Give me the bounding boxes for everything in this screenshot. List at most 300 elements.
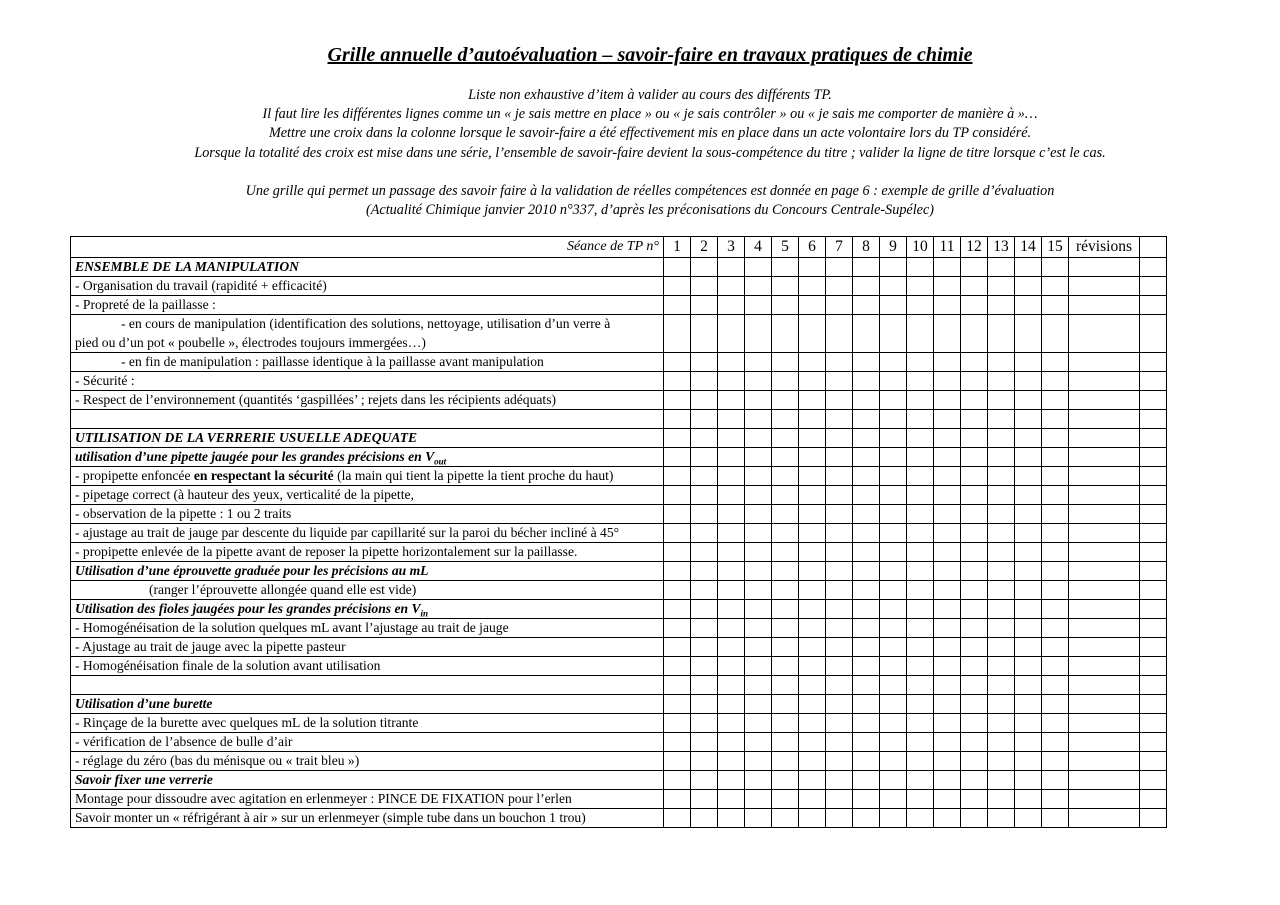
check-cell[interactable] — [826, 429, 853, 448]
check-cell[interactable] — [853, 600, 880, 619]
check-cell[interactable] — [1042, 448, 1069, 467]
check-cell[interactable] — [1069, 581, 1140, 600]
check-cell[interactable] — [826, 790, 853, 809]
check-cell[interactable] — [1015, 467, 1042, 486]
check-cell[interactable] — [853, 790, 880, 809]
check-cell[interactable] — [880, 353, 907, 372]
check-cell[interactable] — [826, 372, 853, 391]
check-cell[interactable] — [1140, 771, 1167, 790]
check-cell[interactable] — [853, 372, 880, 391]
check-cell[interactable] — [772, 733, 799, 752]
check-cell[interactable] — [1042, 657, 1069, 676]
check-cell[interactable] — [718, 524, 745, 543]
check-cell[interactable] — [934, 809, 961, 828]
check-cell[interactable] — [1015, 581, 1042, 600]
check-cell[interactable] — [1140, 353, 1167, 372]
check-cell[interactable] — [799, 657, 826, 676]
check-cell[interactable] — [826, 486, 853, 505]
check-cell[interactable] — [907, 429, 934, 448]
check-cell[interactable] — [934, 258, 961, 277]
check-cell[interactable] — [1140, 315, 1167, 353]
check-cell[interactable] — [718, 353, 745, 372]
check-cell[interactable] — [691, 486, 718, 505]
check-cell[interactable] — [934, 562, 961, 581]
check-cell[interactable] — [934, 733, 961, 752]
check-cell[interactable] — [1042, 562, 1069, 581]
check-cell[interactable] — [880, 258, 907, 277]
check-cell[interactable] — [745, 505, 772, 524]
check-cell[interactable] — [799, 429, 826, 448]
check-cell[interactable] — [961, 809, 988, 828]
check-cell[interactable] — [988, 619, 1015, 638]
check-cell[interactable] — [1042, 714, 1069, 733]
check-cell[interactable] — [691, 752, 718, 771]
check-cell[interactable] — [1015, 296, 1042, 315]
check-cell[interactable] — [826, 448, 853, 467]
check-cell[interactable] — [691, 638, 718, 657]
check-cell[interactable] — [853, 695, 880, 714]
check-cell[interactable] — [1015, 543, 1042, 562]
check-cell[interactable] — [772, 448, 799, 467]
check-cell[interactable] — [691, 315, 718, 353]
check-cell[interactable] — [1069, 296, 1140, 315]
check-cell[interactable] — [988, 600, 1015, 619]
check-cell[interactable] — [1069, 600, 1140, 619]
check-cell[interactable] — [907, 391, 934, 410]
check-cell[interactable] — [799, 752, 826, 771]
check-cell[interactable] — [907, 296, 934, 315]
check-cell[interactable] — [718, 733, 745, 752]
check-cell[interactable] — [772, 353, 799, 372]
check-cell[interactable] — [826, 638, 853, 657]
check-cell[interactable] — [826, 391, 853, 410]
check-cell[interactable] — [745, 391, 772, 410]
check-cell[interactable] — [853, 505, 880, 524]
check-cell[interactable] — [826, 600, 853, 619]
check-cell[interactable] — [799, 809, 826, 828]
check-cell[interactable] — [1140, 486, 1167, 505]
check-cell[interactable] — [1140, 524, 1167, 543]
check-cell[interactable] — [1042, 600, 1069, 619]
check-cell[interactable] — [880, 562, 907, 581]
check-cell[interactable] — [1069, 315, 1140, 353]
check-cell[interactable] — [988, 733, 1015, 752]
check-cell[interactable] — [1015, 771, 1042, 790]
check-cell[interactable] — [1042, 619, 1069, 638]
check-cell[interactable] — [1015, 695, 1042, 714]
check-cell[interactable] — [907, 486, 934, 505]
check-cell[interactable] — [691, 524, 718, 543]
check-cell[interactable] — [961, 562, 988, 581]
check-cell[interactable] — [691, 676, 718, 695]
check-cell[interactable] — [826, 562, 853, 581]
check-cell[interactable] — [664, 448, 691, 467]
check-cell[interactable] — [988, 391, 1015, 410]
check-cell[interactable] — [799, 524, 826, 543]
check-cell[interactable] — [1069, 467, 1140, 486]
check-cell[interactable] — [718, 372, 745, 391]
check-cell[interactable] — [799, 315, 826, 353]
check-cell[interactable] — [745, 733, 772, 752]
check-cell[interactable] — [1042, 543, 1069, 562]
check-cell[interactable] — [745, 600, 772, 619]
check-cell[interactable] — [664, 543, 691, 562]
check-cell[interactable] — [853, 657, 880, 676]
check-cell[interactable] — [1140, 543, 1167, 562]
check-cell[interactable] — [664, 562, 691, 581]
check-cell[interactable] — [1015, 353, 1042, 372]
check-cell[interactable] — [1015, 733, 1042, 752]
check-cell[interactable] — [718, 790, 745, 809]
check-cell[interactable] — [718, 676, 745, 695]
check-cell[interactable] — [1069, 410, 1140, 429]
check-cell[interactable] — [988, 790, 1015, 809]
check-cell[interactable] — [799, 562, 826, 581]
check-cell[interactable] — [1042, 486, 1069, 505]
check-cell[interactable] — [691, 391, 718, 410]
check-cell[interactable] — [799, 714, 826, 733]
check-cell[interactable] — [718, 581, 745, 600]
check-cell[interactable] — [718, 695, 745, 714]
check-cell[interactable] — [1140, 676, 1167, 695]
check-cell[interactable] — [691, 733, 718, 752]
check-cell[interactable] — [1140, 372, 1167, 391]
check-cell[interactable] — [1015, 657, 1042, 676]
check-cell[interactable] — [745, 448, 772, 467]
check-cell[interactable] — [988, 714, 1015, 733]
check-cell[interactable] — [745, 771, 772, 790]
check-cell[interactable] — [799, 258, 826, 277]
check-cell[interactable] — [988, 524, 1015, 543]
check-cell[interactable] — [853, 258, 880, 277]
check-cell[interactable] — [718, 543, 745, 562]
check-cell[interactable] — [1069, 790, 1140, 809]
check-cell[interactable] — [880, 638, 907, 657]
check-cell[interactable] — [745, 296, 772, 315]
check-cell[interactable] — [718, 752, 745, 771]
check-cell[interactable] — [691, 258, 718, 277]
check-cell[interactable] — [718, 486, 745, 505]
check-cell[interactable] — [988, 809, 1015, 828]
check-cell[interactable] — [826, 353, 853, 372]
check-cell[interactable] — [772, 790, 799, 809]
check-cell[interactable] — [1069, 258, 1140, 277]
check-cell[interactable] — [772, 315, 799, 353]
check-cell[interactable] — [1015, 809, 1042, 828]
check-cell[interactable] — [1069, 543, 1140, 562]
check-cell[interactable] — [1042, 771, 1069, 790]
check-cell[interactable] — [799, 581, 826, 600]
check-cell[interactable] — [1069, 714, 1140, 733]
check-cell[interactable] — [745, 277, 772, 296]
check-cell[interactable] — [1140, 296, 1167, 315]
check-cell[interactable] — [1015, 619, 1042, 638]
check-cell[interactable] — [961, 581, 988, 600]
check-cell[interactable] — [988, 258, 1015, 277]
check-cell[interactable] — [934, 600, 961, 619]
check-cell[interactable] — [880, 809, 907, 828]
check-cell[interactable] — [718, 657, 745, 676]
check-cell[interactable] — [1140, 277, 1167, 296]
check-cell[interactable] — [745, 714, 772, 733]
check-cell[interactable] — [745, 809, 772, 828]
check-cell[interactable] — [826, 657, 853, 676]
check-cell[interactable] — [799, 448, 826, 467]
check-cell[interactable] — [1015, 562, 1042, 581]
check-cell[interactable] — [718, 277, 745, 296]
check-cell[interactable] — [772, 467, 799, 486]
check-cell[interactable] — [961, 353, 988, 372]
check-cell[interactable] — [988, 410, 1015, 429]
check-cell[interactable] — [1069, 391, 1140, 410]
check-cell[interactable] — [1042, 258, 1069, 277]
check-cell[interactable] — [826, 809, 853, 828]
check-cell[interactable] — [799, 372, 826, 391]
check-cell[interactable] — [772, 752, 799, 771]
check-cell[interactable] — [988, 467, 1015, 486]
check-cell[interactable] — [1015, 391, 1042, 410]
check-cell[interactable] — [664, 581, 691, 600]
check-cell[interactable] — [934, 714, 961, 733]
check-cell[interactable] — [691, 467, 718, 486]
check-cell[interactable] — [1042, 391, 1069, 410]
check-cell[interactable] — [880, 752, 907, 771]
check-cell[interactable] — [826, 277, 853, 296]
check-cell[interactable] — [1042, 315, 1069, 353]
check-cell[interactable] — [988, 695, 1015, 714]
check-cell[interactable] — [880, 277, 907, 296]
check-cell[interactable] — [1015, 277, 1042, 296]
check-cell[interactable] — [961, 676, 988, 695]
check-cell[interactable] — [1069, 809, 1140, 828]
check-cell[interactable] — [880, 296, 907, 315]
check-cell[interactable] — [772, 638, 799, 657]
check-cell[interactable] — [907, 714, 934, 733]
check-cell[interactable] — [664, 486, 691, 505]
check-cell[interactable] — [907, 562, 934, 581]
check-cell[interactable] — [961, 372, 988, 391]
check-cell[interactable] — [799, 676, 826, 695]
check-cell[interactable] — [961, 524, 988, 543]
check-cell[interactable] — [745, 619, 772, 638]
check-cell[interactable] — [691, 657, 718, 676]
check-cell[interactable] — [1042, 296, 1069, 315]
check-cell[interactable] — [664, 505, 691, 524]
check-cell[interactable] — [853, 562, 880, 581]
check-cell[interactable] — [934, 505, 961, 524]
check-cell[interactable] — [664, 600, 691, 619]
check-cell[interactable] — [907, 524, 934, 543]
check-cell[interactable] — [934, 486, 961, 505]
check-cell[interactable] — [961, 258, 988, 277]
check-cell[interactable] — [988, 657, 1015, 676]
check-cell[interactable] — [880, 448, 907, 467]
check-cell[interactable] — [1140, 562, 1167, 581]
check-cell[interactable] — [880, 733, 907, 752]
check-cell[interactable] — [745, 258, 772, 277]
check-cell[interactable] — [799, 733, 826, 752]
check-cell[interactable] — [1042, 809, 1069, 828]
check-cell[interactable] — [853, 429, 880, 448]
check-cell[interactable] — [772, 619, 799, 638]
check-cell[interactable] — [826, 410, 853, 429]
check-cell[interactable] — [664, 752, 691, 771]
check-cell[interactable] — [718, 809, 745, 828]
check-cell[interactable] — [718, 258, 745, 277]
check-cell[interactable] — [934, 638, 961, 657]
check-cell[interactable] — [664, 733, 691, 752]
check-cell[interactable] — [1069, 676, 1140, 695]
check-cell[interactable] — [718, 771, 745, 790]
check-cell[interactable] — [988, 486, 1015, 505]
check-cell[interactable] — [880, 695, 907, 714]
check-cell[interactable] — [961, 486, 988, 505]
check-cell[interactable] — [880, 524, 907, 543]
check-cell[interactable] — [880, 486, 907, 505]
check-cell[interactable] — [745, 676, 772, 695]
check-cell[interactable] — [1069, 372, 1140, 391]
check-cell[interactable] — [772, 296, 799, 315]
check-cell[interactable] — [772, 410, 799, 429]
check-cell[interactable] — [799, 353, 826, 372]
check-cell[interactable] — [907, 315, 934, 353]
check-cell[interactable] — [1069, 657, 1140, 676]
check-cell[interactable] — [853, 733, 880, 752]
check-cell[interactable] — [853, 277, 880, 296]
check-cell[interactable] — [826, 315, 853, 353]
check-cell[interactable] — [988, 505, 1015, 524]
check-cell[interactable] — [664, 258, 691, 277]
check-cell[interactable] — [1069, 562, 1140, 581]
check-cell[interactable] — [853, 676, 880, 695]
check-cell[interactable] — [1069, 486, 1140, 505]
check-cell[interactable] — [1140, 600, 1167, 619]
check-cell[interactable] — [772, 562, 799, 581]
check-cell[interactable] — [664, 315, 691, 353]
check-cell[interactable] — [961, 619, 988, 638]
check-cell[interactable] — [988, 315, 1015, 353]
check-cell[interactable] — [1140, 733, 1167, 752]
check-cell[interactable] — [853, 771, 880, 790]
check-cell[interactable] — [1069, 752, 1140, 771]
check-cell[interactable] — [1140, 391, 1167, 410]
check-cell[interactable] — [1140, 410, 1167, 429]
check-cell[interactable] — [745, 410, 772, 429]
check-cell[interactable] — [772, 391, 799, 410]
check-cell[interactable] — [961, 790, 988, 809]
check-cell[interactable] — [718, 448, 745, 467]
check-cell[interactable] — [961, 695, 988, 714]
check-cell[interactable] — [961, 391, 988, 410]
check-cell[interactable] — [1140, 752, 1167, 771]
check-cell[interactable] — [934, 353, 961, 372]
check-cell[interactable] — [799, 543, 826, 562]
check-cell[interactable] — [799, 638, 826, 657]
check-cell[interactable] — [1015, 714, 1042, 733]
check-cell[interactable] — [961, 429, 988, 448]
check-cell[interactable] — [1069, 619, 1140, 638]
check-cell[interactable] — [799, 790, 826, 809]
check-cell[interactable] — [988, 581, 1015, 600]
check-cell[interactable] — [988, 771, 1015, 790]
check-cell[interactable] — [853, 619, 880, 638]
check-cell[interactable] — [880, 391, 907, 410]
check-cell[interactable] — [664, 619, 691, 638]
check-cell[interactable] — [853, 486, 880, 505]
check-cell[interactable] — [1140, 581, 1167, 600]
check-cell[interactable] — [907, 790, 934, 809]
check-cell[interactable] — [907, 809, 934, 828]
check-cell[interactable] — [826, 752, 853, 771]
check-cell[interactable] — [1042, 752, 1069, 771]
check-cell[interactable] — [1069, 733, 1140, 752]
check-cell[interactable] — [691, 790, 718, 809]
check-cell[interactable] — [1042, 524, 1069, 543]
check-cell[interactable] — [664, 790, 691, 809]
check-cell[interactable] — [1015, 752, 1042, 771]
check-cell[interactable] — [961, 771, 988, 790]
check-cell[interactable] — [1015, 524, 1042, 543]
check-cell[interactable] — [826, 695, 853, 714]
check-cell[interactable] — [853, 809, 880, 828]
check-cell[interactable] — [934, 619, 961, 638]
check-cell[interactable] — [880, 600, 907, 619]
check-cell[interactable] — [961, 467, 988, 486]
check-cell[interactable] — [745, 562, 772, 581]
check-cell[interactable] — [853, 448, 880, 467]
check-cell[interactable] — [718, 562, 745, 581]
check-cell[interactable] — [664, 429, 691, 448]
check-cell[interactable] — [1015, 258, 1042, 277]
check-cell[interactable] — [799, 296, 826, 315]
check-cell[interactable] — [934, 790, 961, 809]
check-cell[interactable] — [988, 448, 1015, 467]
check-cell[interactable] — [1042, 790, 1069, 809]
check-cell[interactable] — [1015, 790, 1042, 809]
check-cell[interactable] — [664, 809, 691, 828]
check-cell[interactable] — [691, 296, 718, 315]
check-cell[interactable] — [907, 543, 934, 562]
check-cell[interactable] — [853, 296, 880, 315]
check-cell[interactable] — [907, 505, 934, 524]
check-cell[interactable] — [1140, 467, 1167, 486]
check-cell[interactable] — [880, 429, 907, 448]
check-cell[interactable] — [853, 752, 880, 771]
check-cell[interactable] — [745, 486, 772, 505]
check-cell[interactable] — [1015, 638, 1042, 657]
check-cell[interactable] — [826, 524, 853, 543]
check-cell[interactable] — [1140, 505, 1167, 524]
check-cell[interactable] — [961, 448, 988, 467]
check-cell[interactable] — [664, 467, 691, 486]
check-cell[interactable] — [961, 296, 988, 315]
check-cell[interactable] — [907, 372, 934, 391]
check-cell[interactable] — [718, 714, 745, 733]
check-cell[interactable] — [772, 657, 799, 676]
check-cell[interactable] — [907, 467, 934, 486]
check-cell[interactable] — [691, 410, 718, 429]
check-cell[interactable] — [799, 771, 826, 790]
check-cell[interactable] — [907, 600, 934, 619]
check-cell[interactable] — [934, 448, 961, 467]
check-cell[interactable] — [772, 524, 799, 543]
check-cell[interactable] — [772, 581, 799, 600]
check-cell[interactable] — [934, 296, 961, 315]
check-cell[interactable] — [772, 429, 799, 448]
check-cell[interactable] — [691, 714, 718, 733]
check-cell[interactable] — [799, 410, 826, 429]
check-cell[interactable] — [880, 505, 907, 524]
